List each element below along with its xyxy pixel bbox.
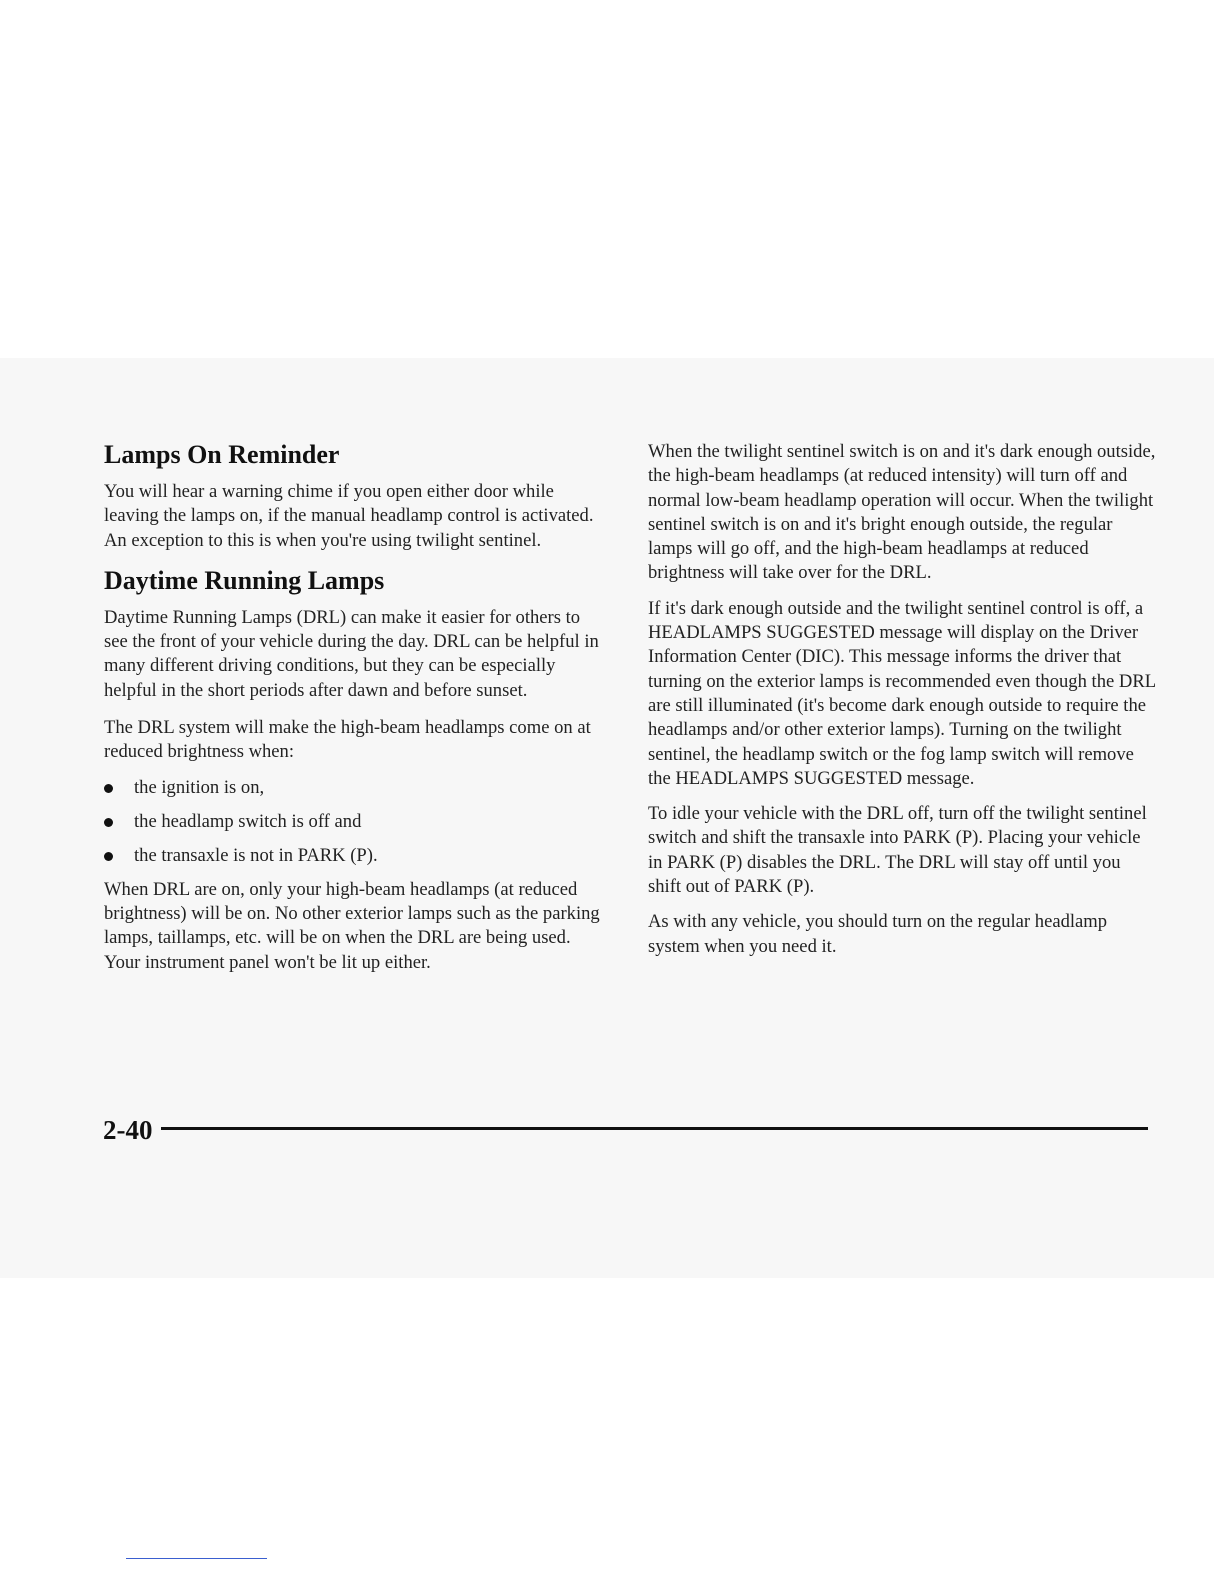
lamps-on-reminder-paragraph: You will hear a warning chime if you open either door while leaving the lamps on, if the manual headlamp control is activated. An exception to this is when you're using twilight sentinel. (104, 481, 594, 551)
headlamps-suggested-paragraph: If it's dark enough outside and the twilight sentinel control is off, a HEADLAMPS SUGGESTED message will display on the Driver Information Center (DIC). This message informs the driver that turning on the exterior lamps is recommended even though the DRL are still illuminated (it's become dark enough outside to require the headlamps and/or other exterior lamps). Turning on the twilight sentinel, the headlamp switch or the fog lamp switch will remove the HEADLAMPS SUGGESTED message. (648, 597, 1156, 789)
drl-conditions-list (104, 776, 604, 868)
lamps-on-reminder-heading: Lamps On Reminder (104, 440, 340, 469)
regular-headlamp-paragraph: As with any vehicle, you should turn on the regular headlamp system when you need it. (648, 911, 1108, 957)
page-number: 2-40 (103, 1115, 153, 1145)
daytime-running-lamps-heading: Daytime Running Lamps (104, 565, 385, 595)
drl-intro-paragraph: Daytime Running Lamps (DRL) can make it easier for others to see the front of your vehicle during the day. DRL can be helpful in many different driving conditions, but they can be especially helpful in the short periods after dawn and before sunset. (104, 606, 599, 701)
bullet-icon (104, 852, 113, 861)
drl-conditions-paragraph: The DRL system will make the high-beam headlamps come on at reduced brightness when: (104, 717, 591, 763)
idle-vehicle-paragraph: To idle your vehicle with the DRL off, turn off the twilight sentinel switch and shift the transaxle into PARK (P). Placing your vehicle in PARK (P) disables the DRL. The DRL will stay off until you shift out of PARK (P). (648, 803, 1147, 898)
bullet-icon (104, 784, 113, 793)
list-item-text: the headlamp switch is off and (134, 810, 362, 832)
list-item (104, 776, 604, 800)
drl-on-paragraph: When DRL are on, only your high-beam headlamps (at reduced brightness) will be on. No other exterior lamps such as the parking lamps, taillamps, etc. will be on when the DRL are being used. Your instrument panel won't be lit up either. (104, 878, 600, 973)
list-item-text: the ignition is on, (134, 776, 265, 798)
link-underline[interactable] (126, 1558, 267, 1559)
list-item (104, 844, 604, 868)
left-column (104, 440, 604, 986)
list-item (104, 810, 604, 834)
footer-rule (161, 1127, 1148, 1130)
bullet-icon (104, 818, 113, 827)
page-footer (103, 1113, 1148, 1147)
right-column (648, 440, 1158, 970)
list-item-text: the transaxle is not in PARK (P). (134, 844, 378, 866)
twilight-sentinel-paragraph: When the twilight sentinel switch is on and it's dark enough outside, the high-beam headlamps (at reduced intensity) will turn off and normal low-beam headlamp operation will occur. When the twilight sentinel switch is on and it's bright enough outside, the regular lamps will go off, and the high-beam headlamps at reduced brightness will take over for the DRL. (648, 441, 1156, 584)
